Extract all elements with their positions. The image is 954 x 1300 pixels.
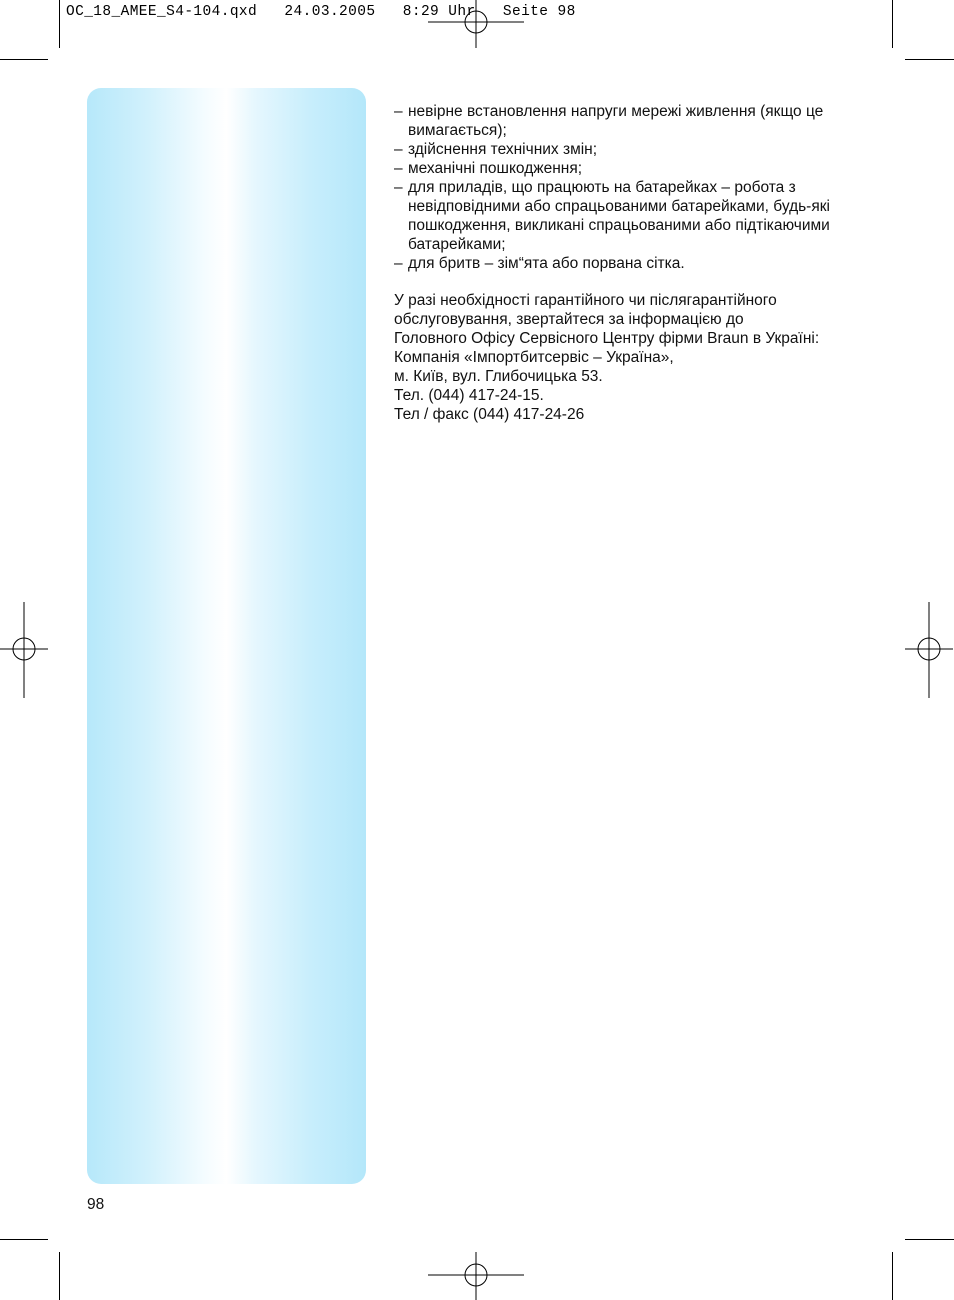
list-item — [394, 178, 884, 254]
crop-mark-top-left-horizontal — [0, 59, 48, 60]
company-name-line: Компанія «Імпортбитсервіс – Україна», — [394, 349, 674, 366]
registration-mark-top — [428, 0, 524, 48]
crop-mark-bottom-right-horizontal — [905, 1239, 954, 1240]
dash-marker: – — [394, 179, 403, 196]
registration-mark-bottom — [428, 1252, 524, 1300]
list-item — [394, 254, 884, 273]
warranty-text-block — [394, 102, 884, 424]
registration-mark-right — [905, 602, 953, 698]
list-item-text: здійснення технічних змін; — [408, 141, 598, 158]
dash-marker: – — [394, 141, 403, 158]
crop-mark-bottom-left-vertical — [59, 1252, 60, 1300]
service-line: обслуговування, звертайтеся за інформацією до — [394, 311, 744, 328]
dash-marker: – — [394, 103, 403, 120]
crop-mark-top-left-vertical — [59, 0, 60, 48]
list-item-text: для приладів, що працюють на батарейках – робота з невідповідними або спрацьованими батарейками, будь-які пошкодження, викликані спрацьованими або підтікаючими батарейками; — [408, 179, 830, 253]
crop-mark-top-right-vertical — [892, 0, 893, 48]
list-item-text: невірне встановлення напруги мережі живлення (якщо це вимагається); — [408, 103, 824, 139]
crop-mark-bottom-right-vertical — [892, 1252, 893, 1300]
decorative-gradient-panel — [87, 88, 366, 1184]
page-number: 98 — [87, 1196, 105, 1213]
list-item-text: механічні пошкодження; — [408, 160, 583, 177]
crop-mark-top-right-horizontal — [905, 59, 954, 60]
dash-marker: – — [394, 160, 403, 177]
address-line: м. Київ, вул. Глибочицька 53. — [394, 368, 603, 385]
crop-mark-bottom-left-horizontal — [0, 1239, 48, 1240]
dash-marker: – — [394, 255, 403, 272]
warranty-exclusions-list — [394, 102, 884, 273]
service-line: У разі необхідності гарантійного чи післягарантійного — [394, 292, 777, 309]
list-item — [394, 140, 884, 159]
registration-mark-left — [0, 602, 48, 698]
service-line: Головного Офісу Сервісного Центру фірми Braun в Україні: — [394, 330, 820, 347]
list-item-text: для бритв – зім“ята або порвана сітка. — [408, 255, 685, 272]
list-item — [394, 102, 884, 140]
fax-line: Тел / факс (044) 417-24-26 — [394, 406, 585, 423]
service-contact-paragraph — [394, 291, 884, 424]
phone-line: Тел. (044) 417-24-15. — [394, 387, 544, 404]
print-slug: OC_18_AMEE_S4-104.qxd 24.03.2005 8:29 Uhr Seite 98 — [66, 4, 576, 20]
list-item — [394, 159, 884, 178]
